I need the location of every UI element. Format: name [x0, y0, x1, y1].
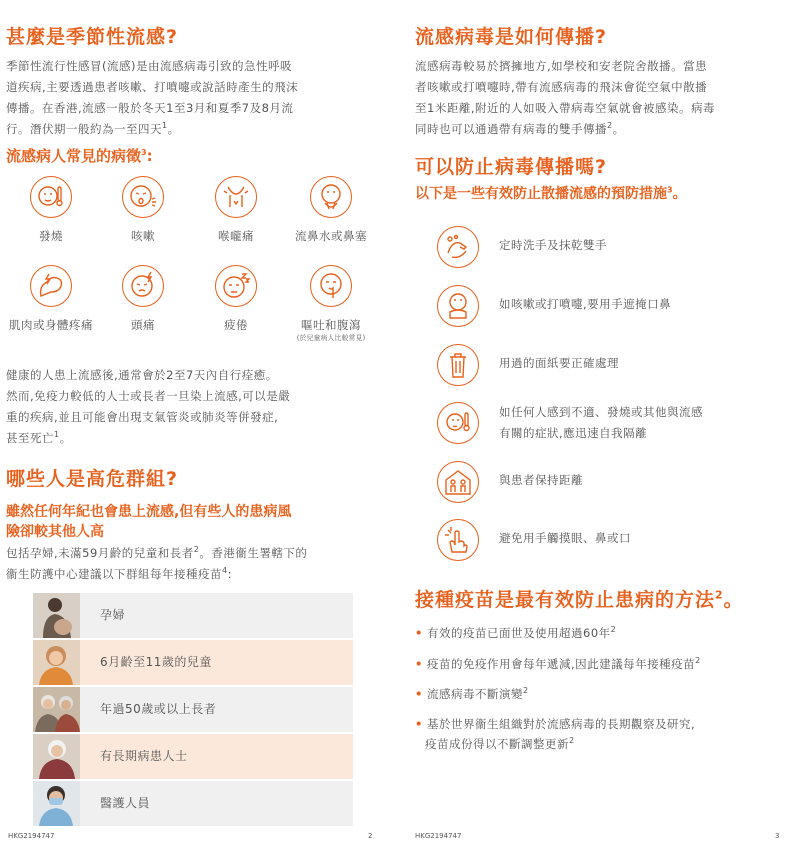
prevention-text: 與患者保持距離 [499, 473, 583, 487]
prevention-text [499, 402, 703, 444]
ref-sup: 2 [695, 656, 701, 666]
vaccine-bullet [415, 654, 701, 674]
ref-sup: 4 [222, 566, 228, 576]
bullet-dot: • [415, 687, 423, 701]
prevention-title: 可以防止病毒傳播嗎? [415, 156, 608, 178]
chronic-patient-photo [33, 734, 80, 779]
group-label: 孕婦 [100, 608, 126, 622]
symptom-sore-throat [191, 176, 281, 244]
self-isolate-icon [437, 402, 479, 444]
transmission-title: 流感病毒是如何傳播? [415, 26, 608, 48]
symptom-headache [98, 265, 188, 333]
runny-nose-icon [310, 176, 352, 218]
ref-sup: 3 [667, 185, 673, 195]
prevention-text: 如咳嗽或打噴嚏,要用手遮掩口鼻 [499, 297, 672, 311]
page-right [415, 0, 785, 852]
ref-sup: 2 [610, 625, 617, 635]
prevention-text: 用過的面紙要正確處理 [499, 356, 619, 370]
vaccine-bullet-text: 流感病毒不斷演變 [427, 687, 524, 701]
sore-throat-icon [215, 176, 257, 218]
high-risk-subtitle [6, 502, 378, 542]
symptom-label: 肌肉或身體疼痛 [9, 318, 93, 332]
symptom-cough [98, 176, 188, 244]
group-label: 年過50歲或以上長者 [100, 702, 217, 716]
vaccine-bullet-text: 疫苗成份得以不斷調整更新 [425, 737, 569, 751]
group-label: 有長期病患人士 [100, 749, 188, 763]
prevention-item-hand-wash [437, 226, 777, 270]
punct: 。 [612, 122, 625, 136]
prevention-text-line: 有關的症狀,應迅速自我隔離 [499, 426, 648, 440]
pregnant-woman-photo [33, 593, 80, 638]
trash-bin-icon [437, 344, 479, 386]
page-number: 3 [775, 832, 780, 840]
vaccine-bullet-text: 基於世界衞生組織對於流感病毒的長期觀察及研究, [427, 717, 696, 731]
transmission-body [415, 56, 785, 140]
ref-sup: 1 [162, 121, 168, 131]
cover-mouth-icon [437, 285, 479, 327]
symptom-label: 咳嗽 [131, 229, 155, 243]
recovery-line: 然而,免疫力較低的人士或長者一旦染上流感,可以是嚴 [6, 389, 291, 403]
high-risk-line [6, 543, 378, 564]
elderly-photo [33, 687, 80, 732]
seasonal-flu-line: 道疾病,主要透過患者咳嗽、打噴嚏或說話時產生的飛沫 [6, 80, 299, 94]
seasonal-flu-line: 季節性流行性感冒(流感)是由流感病毒引致的急性呼吸 [6, 59, 292, 73]
fatigue-icon [215, 265, 257, 307]
group-label: 6月齡至11歲的兒童 [100, 655, 212, 669]
punct: 。 [672, 186, 687, 202]
prevention-item-trash [437, 344, 777, 388]
prevention-item-no-touch-face [437, 519, 777, 563]
bullet-dot: • [415, 717, 423, 731]
recovery-line: 重的疾病,並且可能會出現支氣管炎或肺炎等併發症, [6, 410, 279, 424]
bullet-dot: • [415, 626, 423, 640]
group-row-pregnant [33, 593, 353, 638]
symptom-label: 疲倦 [224, 318, 248, 332]
seasonal-flu-line: 傳播。在香港,流感一般於冬天1至3月和夏季7及8月流 [6, 101, 294, 115]
symptom-label: 頭痛 [131, 318, 155, 332]
seasonal-flu-line-text: 行。潛伏期一般約為一至四天 [6, 122, 162, 136]
ref-sup: 1 [54, 430, 60, 440]
high-risk-text: : [227, 567, 232, 581]
punct: 。 [167, 122, 180, 136]
group-label: 醫護人員 [100, 796, 151, 810]
punct: : [146, 147, 153, 165]
ref-sup: 3 [141, 148, 147, 157]
headache-icon [122, 265, 164, 307]
vaccine-title-text: 接種疫苗是最有效防止患病的方法 [415, 589, 716, 611]
high-risk-title: 哪些人是高危群組? [6, 468, 179, 490]
seasonal-flu-body [6, 56, 378, 140]
high-risk-body [6, 543, 378, 585]
prevention-text: 避免用手觸摸眼、鼻或口 [499, 531, 631, 545]
ref-sup: 2 [715, 588, 724, 602]
symptom-fever [6, 176, 96, 244]
footer-code: HKG2194747 [415, 832, 462, 840]
symptom-label: 流鼻水或鼻塞 [295, 229, 367, 243]
vomit-icon [310, 265, 352, 307]
page-left [6, 0, 378, 852]
prevention-item-cover-mouth [437, 285, 777, 329]
cough-icon [122, 176, 164, 218]
recovery-line: 健康的人患上流感後,通常會於2至7天內自行痊癒。 [6, 368, 278, 382]
high-risk-line [6, 564, 378, 585]
transmission-line [415, 119, 785, 140]
punct: 。 [723, 589, 744, 611]
healthcare-worker-photo [33, 781, 80, 826]
prevention-text-line: 如任何人感到不適、發燒或其他與流感 [499, 405, 703, 419]
page-number: 2 [368, 832, 373, 840]
symptom-vomit [281, 265, 381, 343]
vaccine-bullet [415, 714, 695, 754]
punct: 。 [59, 431, 72, 445]
high-risk-subtitle-line: 險卻較其他人高 [6, 524, 104, 540]
ref-sup: 2 [193, 545, 200, 555]
symptoms-title [6, 146, 153, 166]
transmission-line: 者咳嗽或打噴嚏時,帶有流感病毒的飛沫會從空氣中散播 [415, 80, 708, 94]
group-row-chronic [33, 734, 353, 779]
footer-code: HKG2194747 [8, 832, 55, 840]
symptoms-title-text: 流感病人常見的病徵 [6, 147, 142, 165]
symptom-muscle-pain [6, 265, 96, 333]
high-risk-text: 。香港衞生署轄下的 [199, 546, 308, 560]
symptom-note: (於兒童病人比較常見) [296, 334, 366, 342]
prevention-subtitle [415, 184, 687, 204]
group-row-children [33, 640, 353, 685]
high-risk-subtitle-line: 雖然任何年紀也會患上流感,但有些人的患病風 [6, 504, 292, 520]
ref-sup: 2 [523, 686, 529, 696]
symptom-label: 喉嚨痛 [218, 229, 254, 243]
bullet-dot: • [415, 657, 423, 671]
high-risk-text: 衞生防護中心建議以下群組每年接種疫苗 [6, 567, 222, 581]
prevention-item-distance [437, 461, 777, 505]
transmission-line: 至1米距離,附近的人如吸入帶病毒空氣就會被感染。病毒 [415, 101, 715, 115]
group-row-healthcare [33, 781, 353, 826]
fever-icon [30, 176, 72, 218]
vaccine-title [415, 588, 744, 612]
high-risk-text: 包括孕婦,未滿59月齡的兒童和長者 [6, 546, 194, 560]
recovery-line [6, 428, 378, 449]
distance-icon [437, 461, 479, 503]
seasonal-flu-line [6, 119, 378, 140]
muscle-pain-icon [30, 265, 72, 307]
vaccine-bullet [415, 623, 616, 643]
vaccine-bullet-text: 疫苗的免疫作用會每年遞減,因此建議每年接種疫苗 [427, 657, 696, 671]
symptom-runny-nose [281, 176, 381, 244]
seasonal-flu-title: 甚麼是季節性流感? [6, 26, 179, 48]
symptom-label: 發燒 [39, 229, 63, 243]
ref-sup: 2 [569, 736, 575, 746]
group-row-elderly [33, 687, 353, 732]
recovery-line-text: 甚至死亡 [6, 431, 54, 445]
symptom-label: 嘔吐和腹瀉 [301, 318, 361, 332]
prevention-text: 定時洗手及抹乾雙手 [499, 238, 607, 252]
child-photo [33, 640, 80, 685]
ref-sup: 2 [607, 121, 613, 131]
prevention-item-self-isolate [437, 402, 777, 452]
no-touch-face-icon [437, 519, 479, 561]
recovery-body [6, 365, 378, 449]
transmission-line: 流感病毒較易於擠擁地方,如學校和安老院舍散播。當患 [415, 59, 708, 73]
vaccine-bullet-text: 有效的疫苗已面世及使用超過60年 [427, 626, 611, 640]
symptom-fatigue [191, 265, 281, 333]
transmission-line-text: 同時也可以通過帶有病毒的雙手傳播 [415, 122, 607, 136]
hand-wash-icon [437, 226, 479, 268]
vaccine-bullet [415, 684, 529, 704]
prevention-subtitle-text: 以下是一些有效防止散播流感的預防措施 [415, 186, 667, 202]
